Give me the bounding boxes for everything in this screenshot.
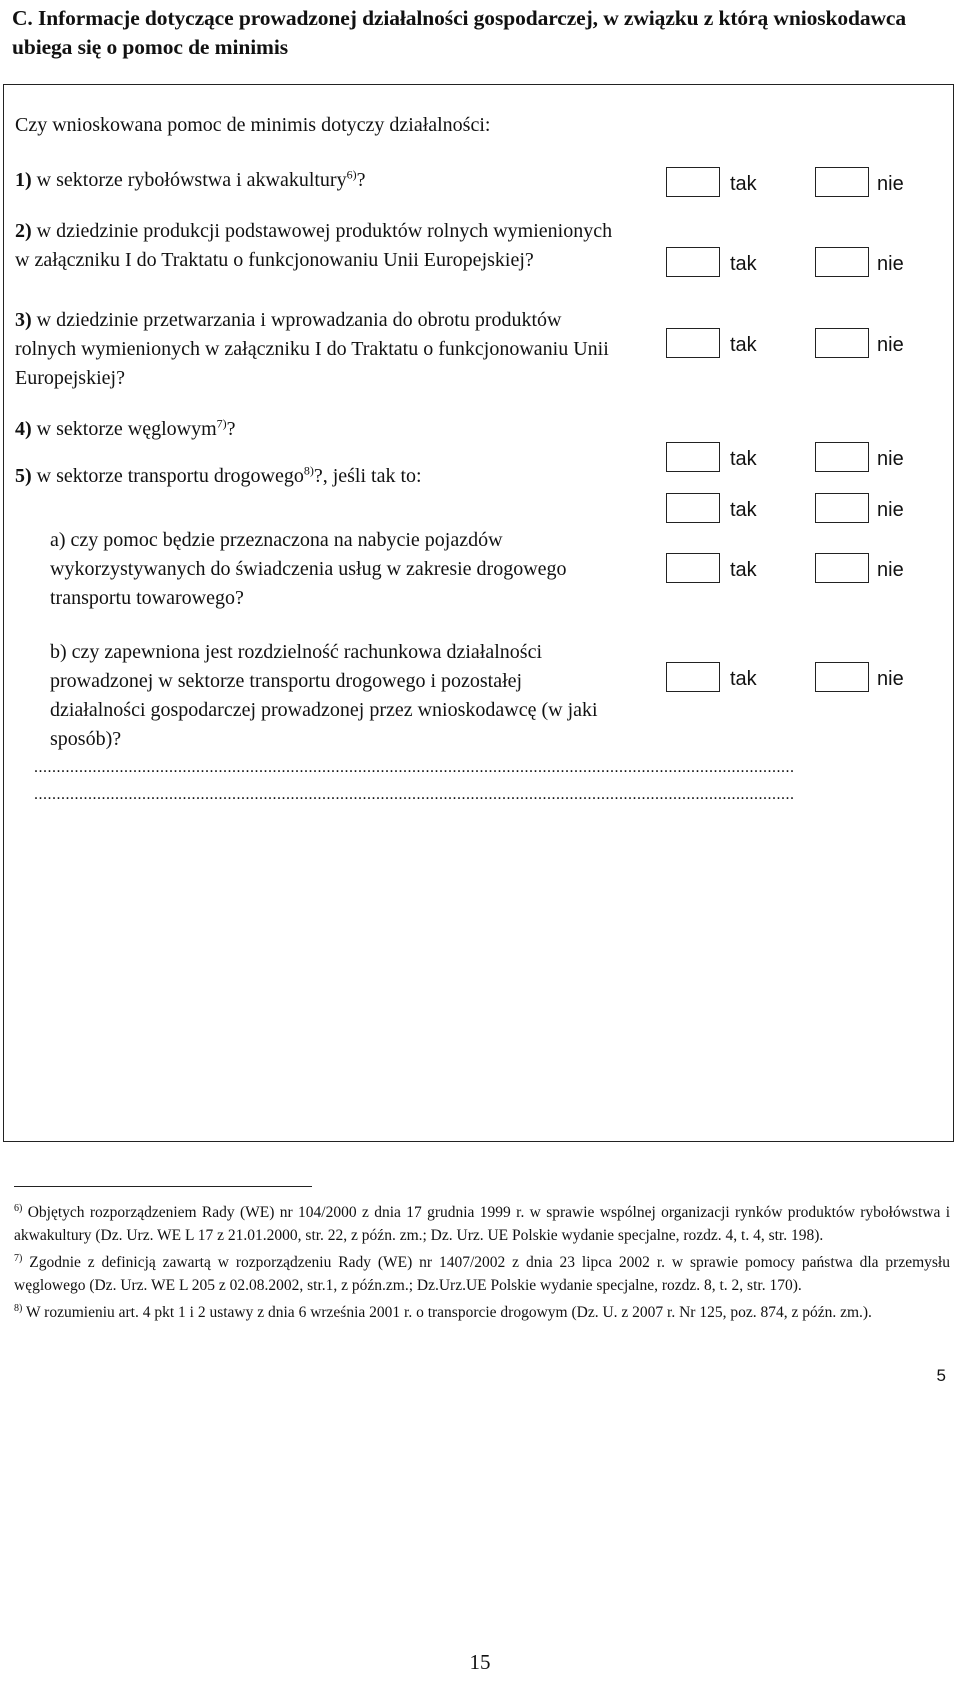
checkbox-nie[interactable] xyxy=(815,167,869,197)
checkbox-tak[interactable] xyxy=(666,328,720,358)
question-1 xyxy=(15,166,615,195)
checkbox-nie[interactable] xyxy=(815,662,869,692)
footnotes xyxy=(14,1197,950,1324)
footnote-mark: 7) xyxy=(14,1253,23,1265)
option-label-tak: tak xyxy=(730,253,757,275)
footnote-8 xyxy=(14,1297,950,1324)
question-text: w sektorze węglowym xyxy=(31,418,217,440)
section-heading: C. Informacje dotyczące prowadzonej działalności gospodarczej, w związku z którą wnioskodawca ubiega się o pomoc de minimis xyxy=(12,6,907,59)
checkbox-tak[interactable] xyxy=(666,167,720,197)
option-label-nie: nie xyxy=(877,253,904,275)
footnote-text: W rozumieniu art. 4 pkt 1 i 2 ustawy z dnia 6 września 2001 r. o transporcie drogowym (Dz. U. z 2007 r. Nr 125, poz. 874, z późn. zm.). xyxy=(22,1304,872,1322)
inner-page-number: 5 xyxy=(936,1366,946,1385)
checkbox-nie[interactable] xyxy=(815,247,869,277)
checkbox-tak[interactable] xyxy=(666,553,720,583)
option-label-tak: tak xyxy=(730,668,757,690)
checkbox-nie[interactable] xyxy=(815,442,869,472)
option-label-nie: nie xyxy=(877,499,904,521)
question-text: w dziedzinie produkcji podstawowej produktów rolnych wymienionych w załączniku I do Traktatu o funkcjonowaniu Unii Europejskiej? xyxy=(15,220,613,271)
option-label-nie: nie xyxy=(877,559,904,581)
question-4 xyxy=(15,415,615,444)
question-number: 3) xyxy=(15,309,32,331)
page-number: 15 xyxy=(469,1650,491,1674)
option-label-nie: nie xyxy=(877,668,904,690)
question-suffix: ? xyxy=(226,418,236,440)
checkbox-tak[interactable] xyxy=(666,493,720,523)
question-number: 1) xyxy=(15,169,32,191)
answer-line-2[interactable]: ......................................................................................................................................................................... xyxy=(34,787,795,803)
checkbox-nie[interactable] xyxy=(815,493,869,523)
checkbox-nie[interactable] xyxy=(815,328,869,358)
footnote-text: Zgodnie z definicją zawartą w rozporządzeniu Rady (WE) nr 1407/2002 z dnia 23 lipca 2002 r. w sprawie pomocy państwa dla przemysłu węglowego (Dz. Urz. WE L 205 z 02.08.2002, str.1, z późn.zm.; Dz.Urz.UE Polskie wydanie specjalne, rozdz. 8, t. 2, str. 170). xyxy=(14,1254,950,1295)
question-text: w dziedzinie przetwarzania i wprowadzania do obrotu produktów rolnych wymienionych w załączniku I do Traktatu o funkcjonowaniu Unii Europejskiej? xyxy=(15,309,609,389)
option-label-tak: tak xyxy=(730,173,757,195)
option-label-tak: tak xyxy=(730,334,757,356)
question-number: 4) xyxy=(15,418,32,440)
intro-question: Czy wnioskowana pomoc de minimis dotyczy działalności: xyxy=(15,114,491,136)
footnote-separator xyxy=(14,1186,312,1187)
option-label-tak: tak xyxy=(730,559,757,581)
footnote-mark: 8) xyxy=(14,1303,23,1315)
footnote-text: Objętych rozporządzeniem Rady (WE) nr 104/2000 z dnia 17 grudnia 1999 r. w sprawie wspólnej organizacji rynków produktów rybołówstwa i akwakultury (Dz. Urz. WE L 17 z 21.01.2000, str. 22, z późn. zm.; Dz. Urz. UE Polskie wydanie specjalne, rozdz. 4, t. 4, str. 198). xyxy=(14,1204,950,1245)
question-number: 5) xyxy=(15,465,32,487)
answer-line-1[interactable]: ......................................................................................................................................................................... xyxy=(34,760,795,776)
question-text: w sektorze rybołówstwa i akwakultury xyxy=(31,169,347,191)
question-suffix: ? xyxy=(356,169,366,191)
question-number: 2) xyxy=(15,220,32,242)
footnote-ref: 7) xyxy=(216,416,227,431)
footnote-mark: 6) xyxy=(14,1203,23,1214)
footnote-7 xyxy=(14,1247,950,1297)
option-label-nie: nie xyxy=(877,448,904,470)
question-suffix: ?, jeśli tak to: xyxy=(313,465,422,487)
footnote-6 xyxy=(14,1197,950,1247)
subquestion-a: a) czy pomoc będzie przeznaczona na nabycie pojazdów wykorzystywanych do świadczenia usług w zakresie drogowego transportu towarowego? xyxy=(50,529,567,609)
option-label-nie: nie xyxy=(877,334,904,356)
question-text: w sektorze transportu drogowego xyxy=(31,465,304,487)
option-label-nie: nie xyxy=(877,173,904,195)
footnote-ref: 6) xyxy=(346,167,357,182)
option-label-tak: tak xyxy=(730,499,757,521)
checkbox-nie[interactable] xyxy=(815,553,869,583)
question-2 xyxy=(15,217,615,275)
checkbox-tak[interactable] xyxy=(666,662,720,692)
checkbox-tak[interactable] xyxy=(666,247,720,277)
subquestion-b: b) czy zapewniona jest rozdzielność rachunkowa działalności prowadzonej w sektorze transportu drogowego i pozostałej działalności gospodarczej prowadzonej przez wnioskodawcę (w jaki sposób)? xyxy=(50,641,598,750)
footnote-ref: 8) xyxy=(303,463,314,478)
checkbox-tak[interactable] xyxy=(666,442,720,472)
question-3 xyxy=(15,306,615,393)
option-label-tak: tak xyxy=(730,448,757,470)
question-5 xyxy=(15,462,615,491)
